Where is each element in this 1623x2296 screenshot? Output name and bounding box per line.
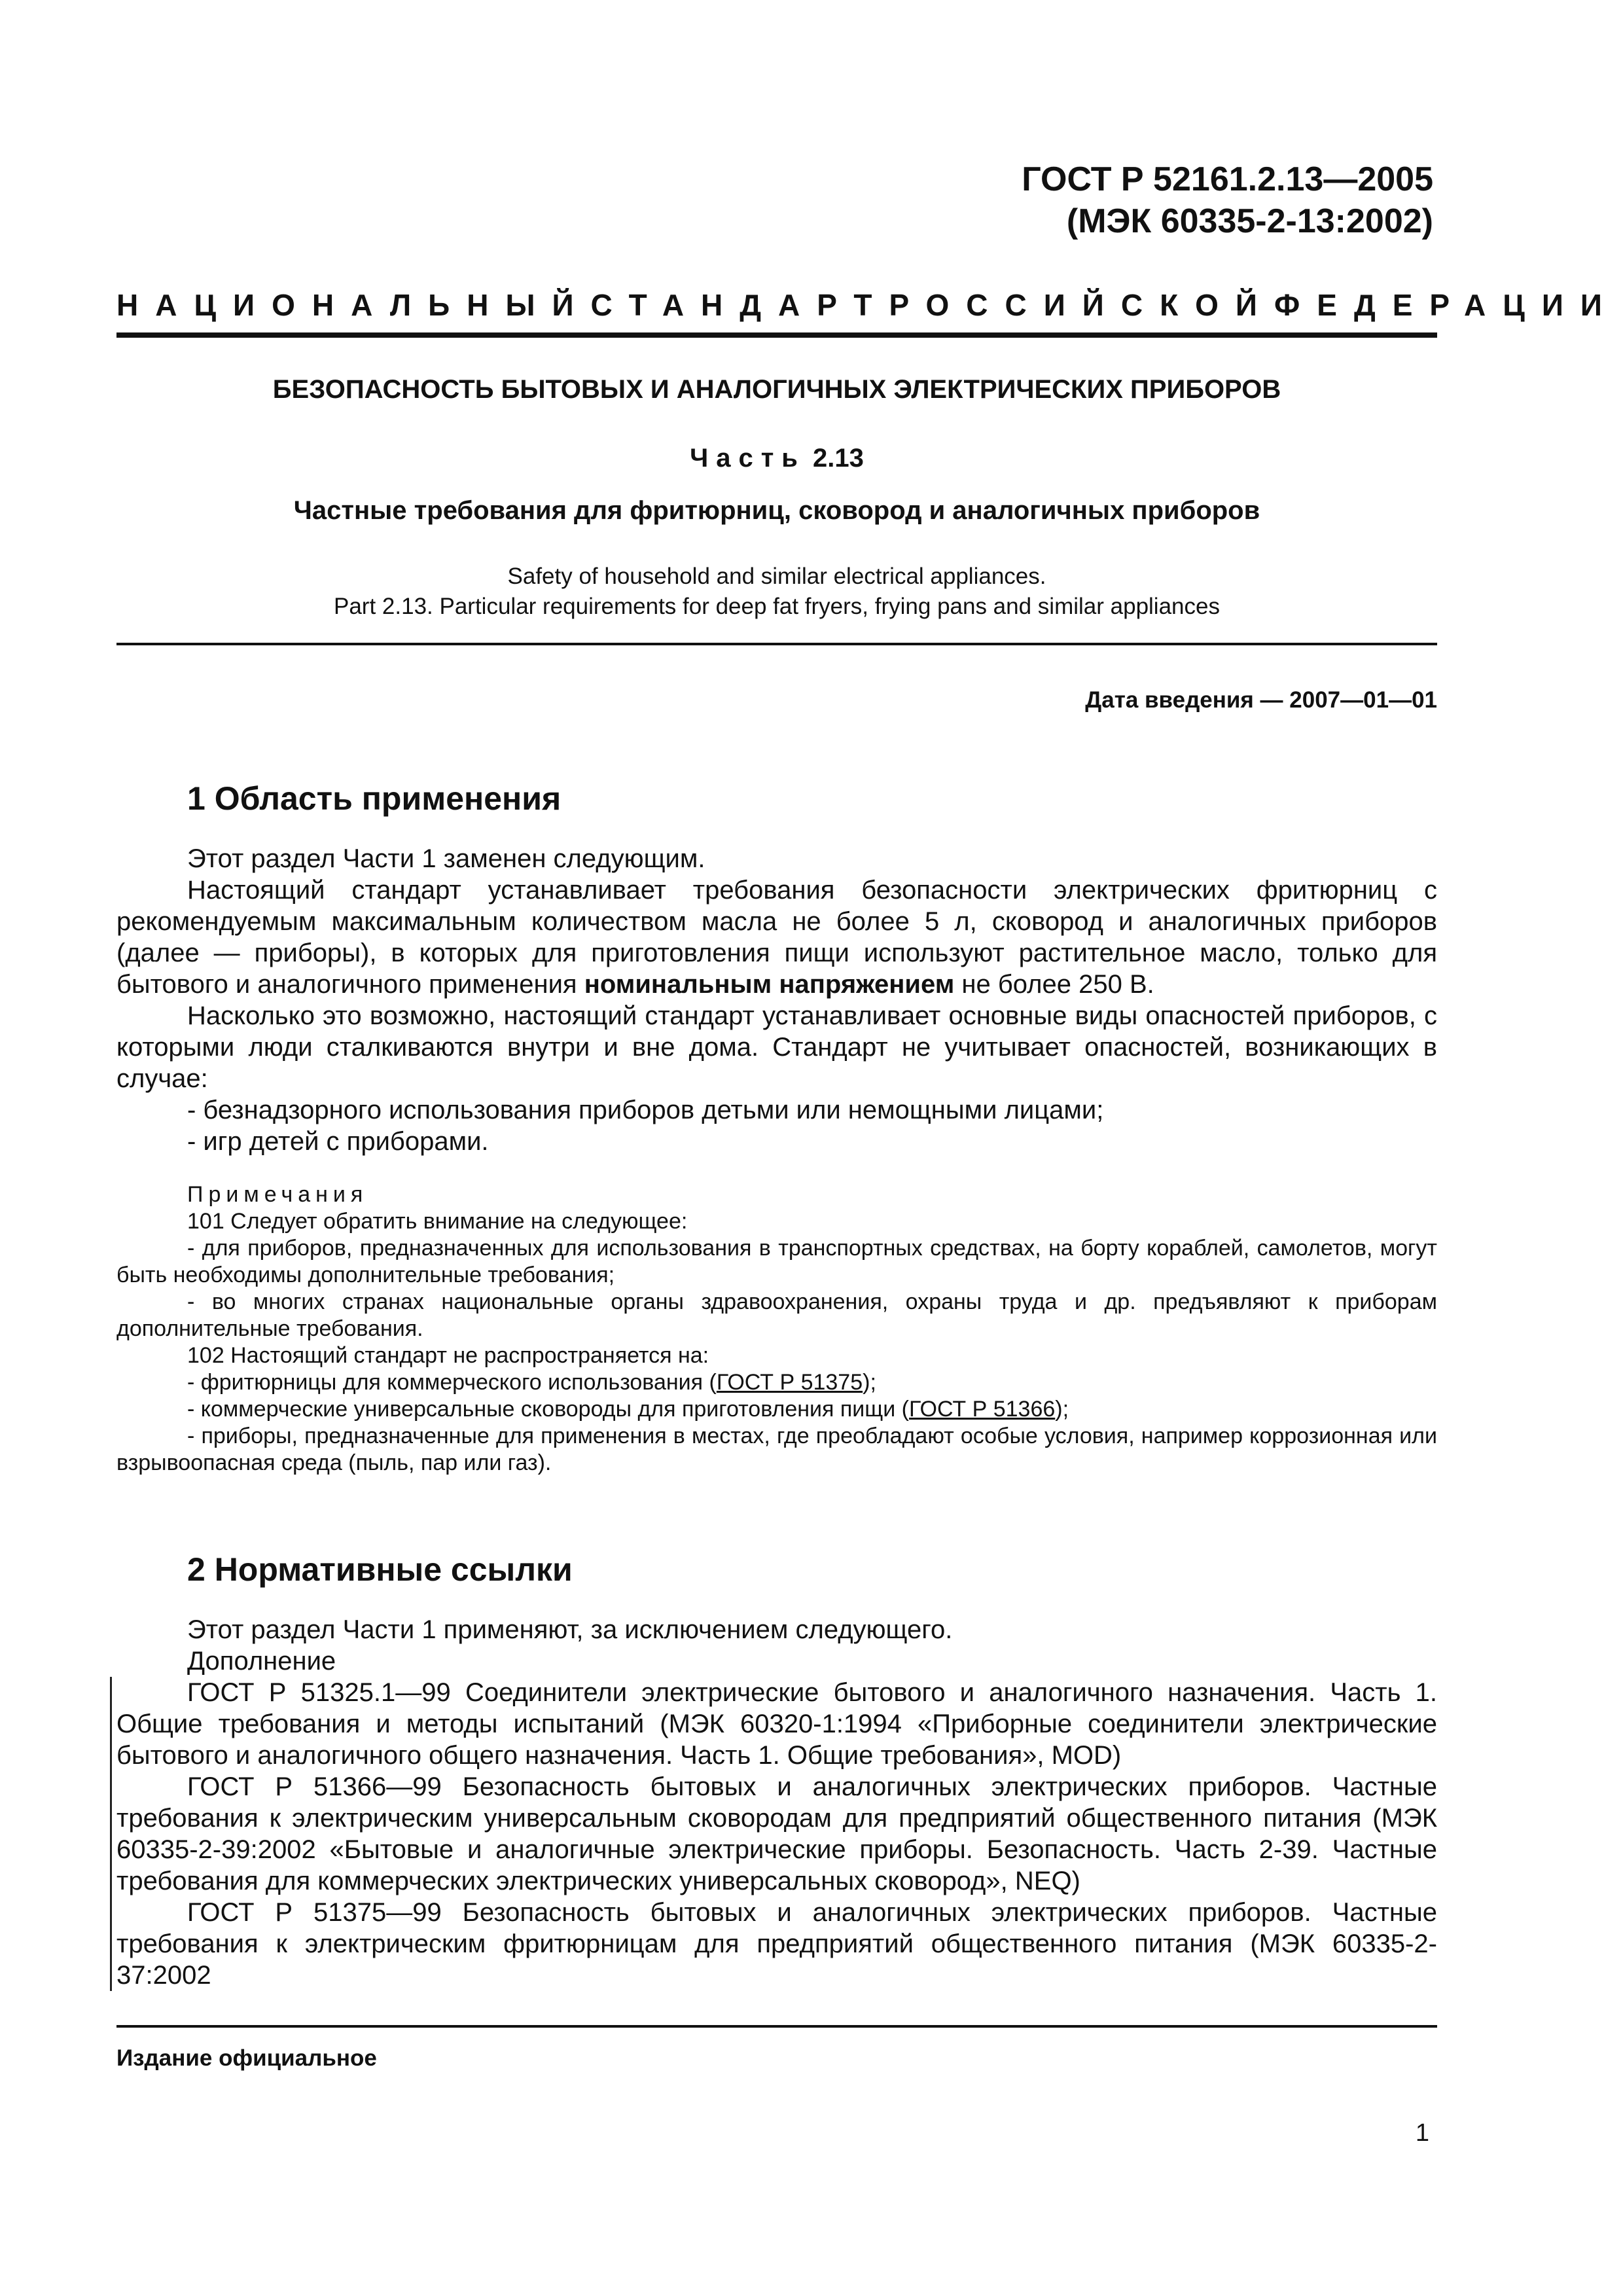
note-101-b: - во многих странах национальные органы здравоохранения, охраны труда и др. предъявляют к приборам дополнительные требования. (116, 1289, 1437, 1341)
gost-51366-link[interactable]: ГОСТ Р 51366 (909, 1397, 1056, 1422)
introduction-date: Дата введения — 2007—01—01 (1085, 687, 1437, 713)
section2-p1: Этот раздел Части 1 применяют, за исключением следующего. (187, 1615, 953, 1644)
section1-p2-end: не более 250 В. (954, 970, 1154, 999)
national-word-4: ФЕДЕРАЦИИ (1274, 288, 1619, 322)
section1-p2-start: Настоящий стандарт устанавливает требования безопасности электрических фритюрниц с рекомендуемым максимальным количеством масла не более 5 л, сковород и аналогичных приборов (далее — приборы), в которых для приготовления пищи используют растительное масло, только для бытового и аналогичного применения (116, 876, 1437, 999)
english-title-line1: Safety of household and similar electrical appliances. (507, 564, 1046, 589)
section1-p2 (116, 874, 1437, 1000)
section2-body (116, 1614, 1437, 1991)
page-number: 1 (1415, 2119, 1429, 2147)
official-edition: Издание официальное (116, 2045, 377, 2071)
gost-number: ГОСТ Р 52161.2.13—2005 (1022, 160, 1433, 198)
section1-p2-bold: номинальным напряжением (584, 970, 955, 999)
section1-item1: - безнадзорного использования приборов детьми или немощными лицами; (187, 1096, 1104, 1124)
note-102-a-text: - фритюрницы для коммерческого использования ( (187, 1370, 717, 1395)
note-102-a-end: ); (863, 1370, 876, 1395)
section1-item2: - игр детей с приборами. (187, 1127, 489, 1156)
section1-p3: Насколько это возможно, настоящий стандарт устанавливает основные виды опасностей приборов, с которыми люди сталкиваются внутри и вне дома. Стандарт не учитывает опасностей, возникающих в случае: (116, 1001, 1437, 1093)
reference-1: ГОСТ Р 51325.1—99 Соединители электрические бытового и аналогичного назначения. Часть 1. Общие требования и методы испытаний (МЭК 60320-1:1994 «Приборные соединители электрические бытового и аналогичного общего назначения. Часть 1. Общие требования», MOD) (116, 1678, 1437, 1770)
national-standard-title (116, 287, 1619, 323)
note-102-b-text: - коммерческие универсальные сковороды для приготовления пищи ( (187, 1397, 910, 1422)
section1-heading: 1 Область применения (187, 780, 562, 817)
note-101: 101 Следует обратить внимание на следующее: (187, 1209, 688, 1234)
section1-notes (116, 1181, 1437, 1477)
document-title: БЕЗОПАСНОСТЬ БЫТОВЫХ И АНАЛОГИЧНЫХ ЭЛЕКТРИЧЕСКИХ ПРИБОРОВ (272, 375, 1281, 404)
part-subtitle: Частные требования для фритюрниц, сковород и аналогичных приборов (293, 496, 1260, 525)
part-word: Часть (690, 444, 806, 473)
thick-rule (116, 332, 1437, 338)
english-title-line2: Part 2.13. Particular requirements for deep fat fryers, frying pans and similar appliances (334, 594, 1220, 619)
national-word-1: НАЦИОНАЛЬНЫЙ (116, 288, 591, 322)
note-102-b (116, 1396, 1437, 1423)
section2-heading: 2 Нормативные ссылки (187, 1551, 573, 1588)
section2-p2: Дополнение (187, 1647, 336, 1676)
section1-p1: Этот раздел Части 1 заменен следующим. (187, 844, 705, 873)
note-102-b-end: ); (1055, 1397, 1069, 1422)
change-bar (110, 1677, 112, 1991)
english-title (116, 562, 1437, 622)
note-102: 102 Настоящий стандарт не распространяется на: (187, 1343, 709, 1368)
note-102-a (116, 1369, 1437, 1396)
national-word-3: РОССИЙСКОЙ (889, 288, 1274, 322)
iec-number: (МЭК 60335-2-13:2002) (1066, 202, 1433, 240)
part-line (116, 442, 1437, 475)
reference-2: ГОСТ Р 51366—99 Безопасность бытовых и аналогичных электрических приборов. Частные требования к электрическим универсальным сковородам для предприятий общественного питания (МЭК 60335-2-39:2002 «Бытовые и аналогичные электрические приборы. Безопасность. Часть 2-39. Частные требования для коммерческих электрических универсальных сковород», NEQ) (116, 1772, 1437, 1895)
gost-51375-link[interactable]: ГОСТ Р 51375 (716, 1370, 863, 1395)
national-word-2: СТАНДАРТ (590, 288, 889, 322)
section1-body (116, 843, 1437, 1157)
notes-label: Примечания (187, 1182, 368, 1207)
title-rule (116, 643, 1437, 645)
footer-rule (116, 2025, 1437, 2028)
note-101-a: - для приборов, предназначенных для использования в транспортных средствах, на борту кораблей, самолетов, могут быть необходимы дополнительные требования; (116, 1236, 1437, 1287)
note-102-c: - приборы, предназначенные для применения в местах, где преобладают особые условия, например коррозионная или взрывоопасная среда (пыль, пар или газ). (116, 1424, 1437, 1475)
part-number: 2.13 (813, 444, 864, 473)
reference-3: ГОСТ Р 51375—99 Безопасность бытовых и аналогичных электрических приборов. Частные требования к электрическим фритюрницам для предприятий общественного питания (МЭК 60335-2-37:2002 (116, 1898, 1437, 1990)
